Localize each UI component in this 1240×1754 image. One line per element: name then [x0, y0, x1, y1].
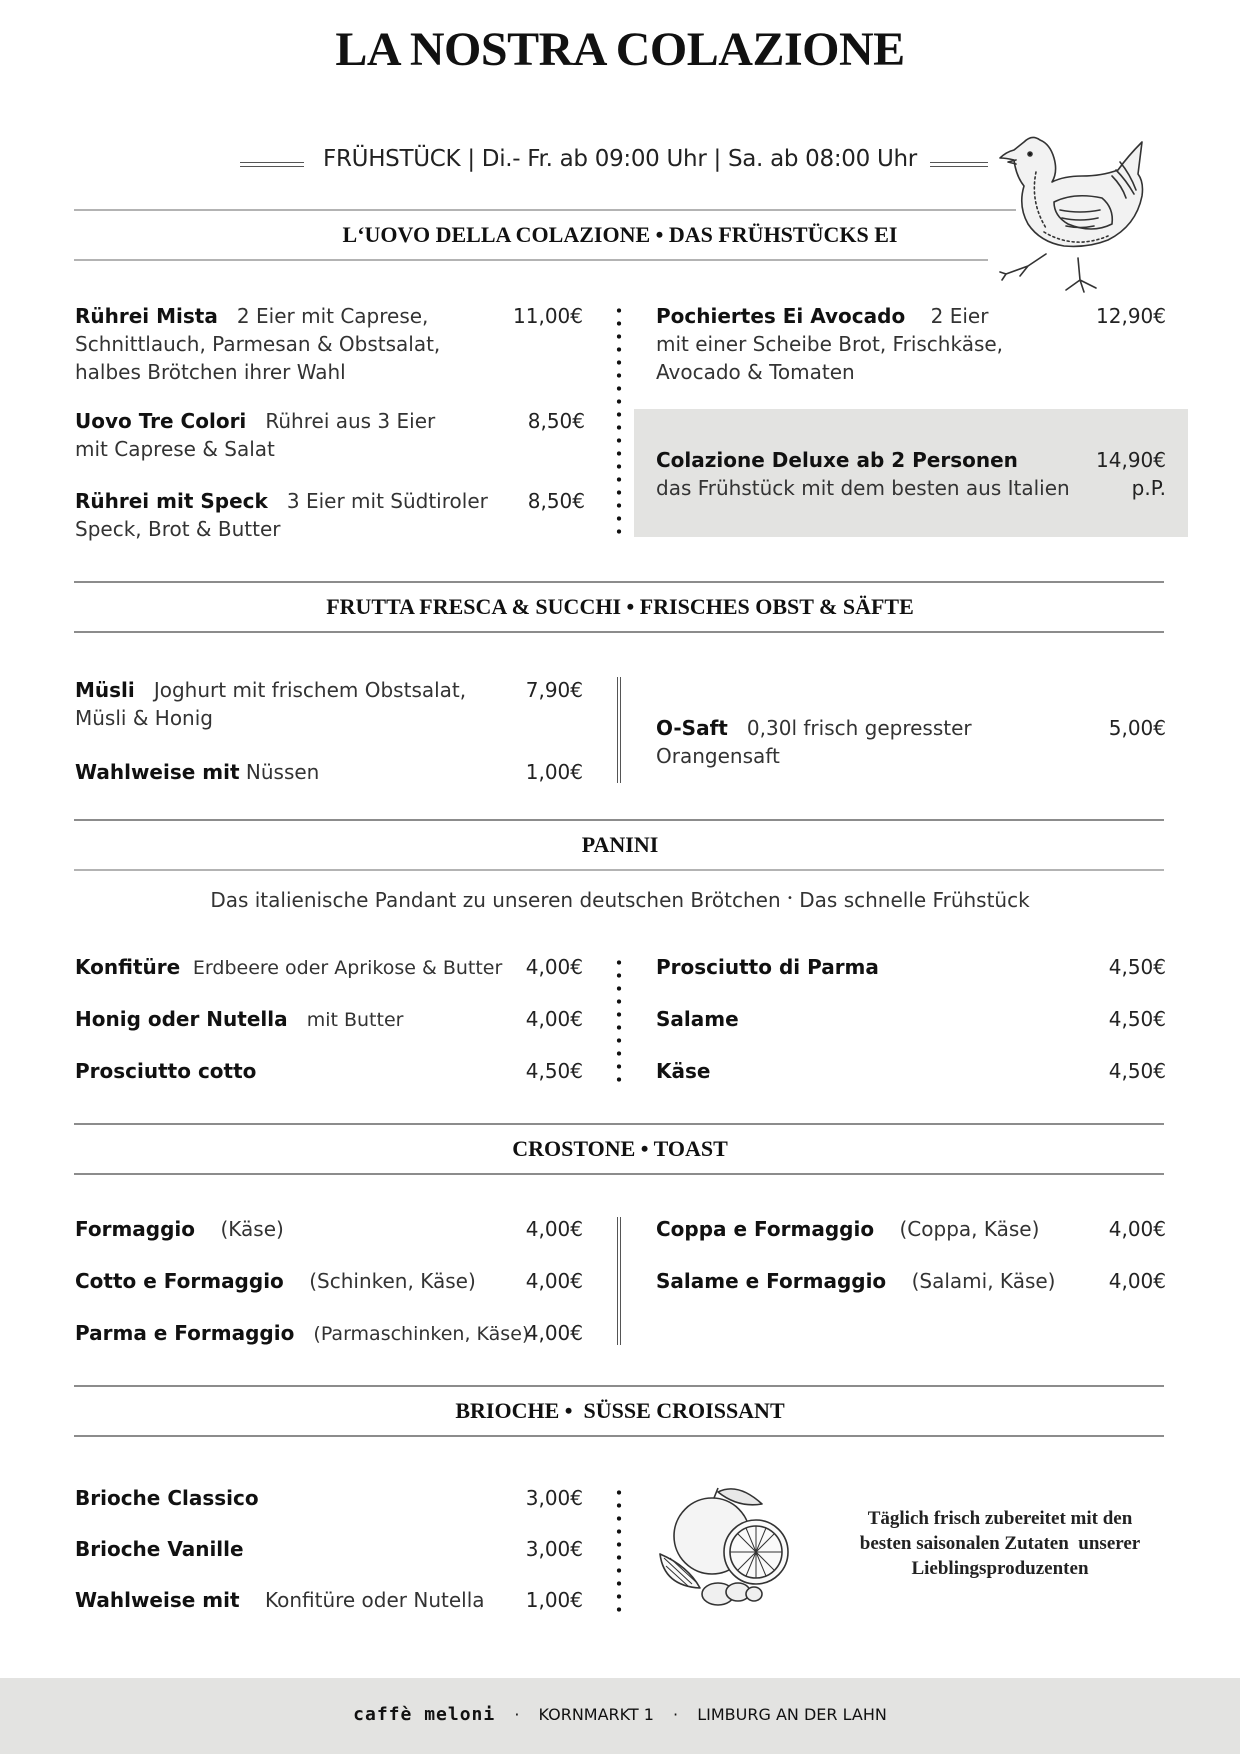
item-name: Salame: [656, 1007, 739, 1031]
menu-item: [656, 953, 1056, 981]
item-name: Prosciutto di Parma: [656, 955, 879, 979]
footer-line: [0, 1704, 1240, 1725]
item-price: 12,90€: [1096, 304, 1166, 328]
item-price: 4,00€: [525, 1007, 583, 1031]
item-name: Pochiertes Ei Avocado: [656, 304, 906, 328]
item-name: Brioche Vanille: [75, 1537, 244, 1561]
menu-item: [656, 302, 1096, 386]
item-price: 4,50€: [525, 1059, 583, 1083]
footer-city: LIMBURG AN DER LAHN: [697, 1705, 887, 1724]
item-price: 4,50€: [1108, 1059, 1166, 1083]
item-price: 4,00€: [525, 1269, 583, 1293]
item-name: Honig oder Nutella: [75, 1007, 288, 1031]
item-price: 3,00€: [525, 1537, 583, 1561]
panini-subtitle-a: Das italienische Pandant zu unseren deutschen Brötchen: [210, 888, 781, 912]
item-desc: Nüssen: [245, 760, 320, 784]
menu-item: [656, 1057, 1056, 1085]
item-desc: mit Caprese & Salat: [75, 437, 275, 461]
item-desc: mit Butter: [306, 1009, 404, 1031]
menu-item: [75, 1267, 515, 1295]
item-name: Formaggio: [75, 1217, 196, 1241]
footer-address: KORNMARKT 1: [538, 1705, 654, 1724]
item-price: 4,50€: [1108, 955, 1166, 979]
double-column-divider: [617, 677, 621, 783]
item-desc: Konfitüre oder Nutella: [264, 1588, 485, 1612]
item-desc: (Coppa, Käse): [899, 1217, 1040, 1241]
item-name: Prosciutto cotto: [75, 1059, 257, 1083]
menu-item: [75, 953, 515, 982]
menu-item: [75, 1215, 515, 1243]
menu-item: [656, 1267, 1056, 1295]
section-title-fruit: FRUTTA FRESCA & SUCCHI • FRISCHES OBST & SÄFTE: [326, 594, 914, 619]
menu-item: [75, 1319, 530, 1348]
item-desc: 2 Eier mit Caprese,: [236, 304, 429, 328]
item-price-unit: p.P.: [1131, 476, 1166, 500]
menu-item: [75, 407, 515, 463]
section-rule-bottom: [74, 631, 1164, 633]
item-desc: halbes Brötchen ihrer Wahl: [75, 360, 346, 384]
item-desc: Joghurt mit frischem Obstsalat,: [153, 678, 467, 702]
item-desc: Müsli & Honig: [75, 706, 213, 730]
double-column-divider: [617, 1217, 621, 1345]
item-name: Käse: [656, 1059, 711, 1083]
item-desc: 3 Eier mit Südtiroler: [286, 489, 488, 513]
item-price: 4,50€: [1108, 1007, 1166, 1031]
menu-item: [75, 1005, 515, 1034]
item-price: 11,00€: [513, 304, 583, 328]
page-title: LA NOSTRA COLAZIONE: [335, 23, 905, 76]
item-desc: (Schinken, Käse): [309, 1269, 476, 1293]
menu-item: [75, 1057, 515, 1085]
note-line: Täglich frisch zubereitet mit den: [867, 1508, 1133, 1529]
item-desc: mit einer Scheibe Brot, Frischkäse,: [656, 332, 1004, 356]
item-name: O-Saft: [656, 716, 728, 740]
item-name: Wahlweise mit: [75, 760, 240, 784]
menu-item: [75, 1484, 495, 1512]
section-rule-top: [74, 209, 1016, 211]
freshness-note: [820, 1506, 1180, 1581]
item-name: Müsli: [75, 678, 135, 702]
section-rule-top: [74, 1123, 1164, 1125]
hen-illustration-icon: [996, 132, 1156, 296]
item-price: 4,00€: [525, 955, 583, 979]
item-name: Parma e Formaggio: [75, 1321, 295, 1345]
menu-item-deluxe: [656, 446, 1076, 502]
item-desc: 0,30l frisch gepresster Orangensaft: [656, 716, 972, 768]
item-price: 4,00€: [1108, 1269, 1166, 1293]
section-rule-bottom: [74, 259, 988, 261]
note-line: Lieblingsproduzenten: [911, 1558, 1089, 1579]
citrus-illustration-icon: [652, 1484, 794, 1610]
item-name: Rührei Mista: [75, 304, 218, 328]
menu-item: [656, 714, 1086, 770]
note-line: besten saisonalen Zutaten unserer: [859, 1533, 1141, 1554]
item-name: Coppa e Formaggio: [656, 1217, 875, 1241]
item-price: 8,50€: [527, 489, 585, 513]
section-title-panini: PANINI: [581, 832, 659, 857]
item-name: Salame e Formaggio: [656, 1269, 887, 1293]
item-desc: (Parmaschinken, Käse): [313, 1323, 530, 1345]
brand-logo: caffè meloni: [353, 1704, 496, 1725]
item-name: Brioche Classico: [75, 1486, 259, 1510]
item-desc: (Käse): [220, 1217, 284, 1241]
item-name: Rührei mit Speck: [75, 489, 268, 513]
section-title-eggs: L‘UOVO DELLA COLAZIONE • DAS FRÜHSTÜCKS EI: [342, 222, 898, 247]
item-price: 3,00€: [525, 1486, 583, 1510]
section-rule-bottom: [74, 869, 1164, 871]
footer-separator: ·: [673, 1705, 679, 1724]
section-rule-bottom: [74, 1173, 1164, 1175]
item-desc: Schnittlauch, Parmesan & Obstsalat,: [75, 332, 441, 356]
item-price: 4,00€: [1108, 1217, 1166, 1241]
double-rule-right: [930, 162, 988, 167]
section-title-toast: CROSTONE • TOAST: [512, 1136, 728, 1161]
item-price: 4,00€: [525, 1217, 583, 1241]
panini-subtitle: [0, 888, 1240, 912]
item-desc: Erdbeere oder Aprikose & Butter: [192, 957, 503, 979]
item-price: 1,00€: [525, 1588, 583, 1612]
section-title-brioche: BRIOCHE • SÜSSE CROISSANT: [455, 1398, 785, 1423]
item-name: Wahlweise mit: [75, 1588, 240, 1612]
menu-item: [75, 1586, 495, 1614]
menu-item: [75, 758, 495, 786]
menu-item: [656, 1005, 1056, 1033]
section-rule-top: [74, 819, 1164, 821]
item-name: Colazione Deluxe ab 2 Personen: [656, 448, 1018, 472]
item-desc: Avocado & Tomaten: [656, 360, 855, 384]
menu-item: [75, 487, 515, 543]
panini-subtitle-sep: •: [787, 893, 793, 904]
menu-item: [75, 1535, 495, 1563]
item-price: 5,00€: [1108, 716, 1166, 740]
item-desc: (Salami, Käse): [911, 1269, 1056, 1293]
menu-item: [656, 1215, 1056, 1243]
section-rule-bottom: [74, 1435, 1164, 1437]
dotted-column-divider: [616, 956, 622, 1084]
panini-subtitle-b: Das schnelle Frühstück: [799, 888, 1030, 912]
item-price: 1,00€: [525, 760, 583, 784]
item-name: Cotto e Formaggio: [75, 1269, 284, 1293]
item-desc: Speck, Brot & Butter: [75, 517, 281, 541]
opening-hours-text: FRÜHSTÜCK | Di.- Fr. ab 09:00 Uhr | Sa. ab 08:00 Uhr: [323, 146, 917, 172]
footer-separator: ·: [514, 1705, 520, 1724]
item-name: Konfitüre: [75, 955, 181, 979]
footer: [0, 1678, 1240, 1754]
item-desc: 2 Eier: [930, 304, 989, 328]
item-price: 14,90€: [1096, 448, 1166, 472]
menu-item: [75, 676, 495, 732]
item-price: 4,00€: [525, 1321, 583, 1345]
menu-item: [75, 302, 515, 386]
item-price: 8,50€: [527, 409, 585, 433]
item-desc: Rührei aus 3 Eier: [265, 409, 436, 433]
dotted-column-divider: [616, 1486, 622, 1614]
item-price: 7,90€: [525, 678, 583, 702]
item-desc: das Frühstück mit dem besten aus Italien: [656, 476, 1070, 500]
section-rule-top: [74, 1385, 1164, 1387]
item-name: Uovo Tre Colori: [75, 409, 247, 433]
section-rule-top: [74, 581, 1164, 583]
dotted-column-divider: [616, 304, 622, 540]
